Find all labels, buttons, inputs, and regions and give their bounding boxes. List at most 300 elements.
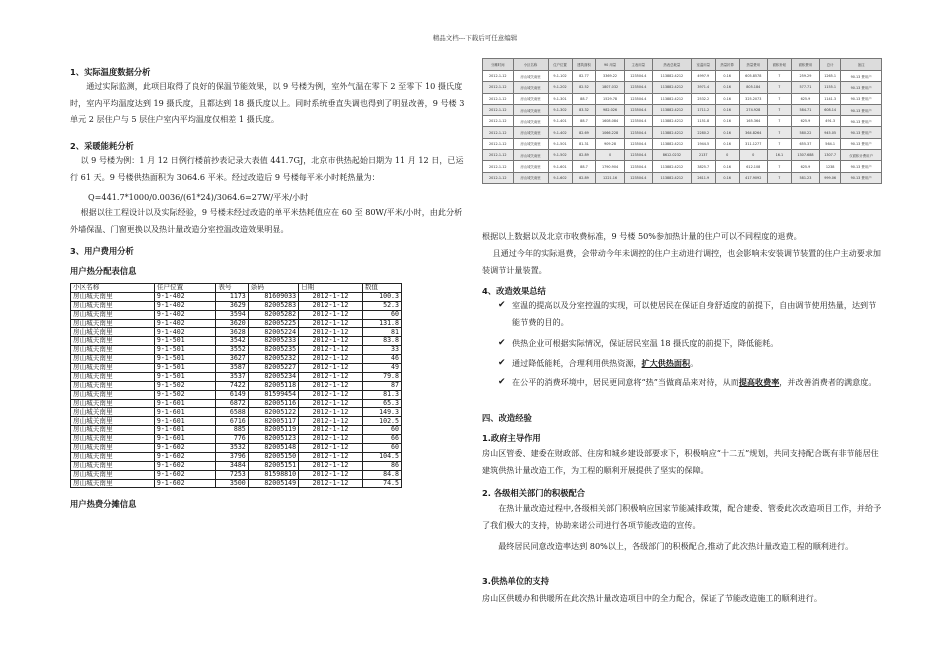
subsection-1-paragraph: 房山区管委、建委在财政部、住房和城乡建设部要求下，积极响应“十二五”规划，共同支持配合既有非节能居住建筑供热计量改造工作，为工程的顺利开展提供了坚实的保障。 — [482, 448, 879, 475]
table-cell: 2012-1-12 — [299, 337, 363, 346]
fee-cell: 81.31 — [572, 138, 596, 149]
fee-header-cell: 面积补贴 — [767, 59, 791, 71]
fee-cell: 仅面积计费用户 — [841, 150, 882, 161]
table-cell: 82005148 — [248, 444, 298, 453]
table-cell: 82005235 — [248, 346, 298, 355]
fee-cell: 9-1-402 — [548, 127, 572, 138]
fee-cell: 房山城关南里 — [513, 138, 548, 149]
fee-cell: 0.16 — [715, 93, 739, 104]
fee-header-cell: 面积费用 — [791, 59, 819, 71]
table-cell: 9-1-602 — [154, 444, 216, 453]
table-cell: 房山城关南里 — [71, 292, 155, 301]
fee-cell: 2137 — [691, 150, 715, 161]
fee-cell: 90.13 费用户 — [841, 104, 882, 115]
table-cell: 2012-1-12 — [299, 461, 363, 470]
table-cell: 84.8 — [362, 470, 401, 479]
table-cell: 82005116 — [248, 399, 298, 408]
table-cell: 81599454 — [248, 390, 298, 399]
fee-header-cell: 建筑面积 — [572, 59, 596, 71]
fee-cell: 0.16 — [715, 104, 739, 115]
fee-cell: 577.71 — [791, 82, 819, 93]
fee-cell: 1807.032 — [596, 82, 624, 93]
fee-cell: 房山城关南里 — [513, 116, 548, 127]
table-2-title: 用户热费分摊信息 — [70, 499, 137, 509]
table-cell: 82005150 — [248, 452, 298, 461]
table-cell: 房山城关南里 — [71, 381, 155, 390]
fee-cell: 房山城关南里 — [513, 172, 548, 183]
section-1-title: 1、实际温度数据分析 — [70, 67, 151, 77]
fee-cell: 1790.904 — [596, 161, 624, 172]
table-cell: 9-1-601 — [154, 408, 216, 417]
fee-table-row — [483, 150, 882, 161]
table-cell: 2012-1-12 — [299, 319, 363, 328]
table-cell: 60 — [362, 444, 401, 453]
fee-cell: 82.69 — [572, 127, 596, 138]
fee-cell: 83.32 — [572, 104, 596, 115]
fee-cell: 9-1-601 — [548, 161, 572, 172]
fee-cell: 123504.4 — [624, 150, 652, 161]
fee-cell: 9-1-501 — [548, 138, 572, 149]
fee-cell: 625.9 — [791, 161, 819, 172]
header-location: 住户位置 — [154, 284, 216, 293]
fee-header-cell: 90 用量 — [596, 59, 624, 71]
table-cell: 82005234 — [248, 372, 298, 381]
table-cell: 6872 — [216, 399, 248, 408]
fee-cell: 113882.4212 — [652, 93, 691, 104]
subsection-3-title: 3.供热单位的支持 — [482, 576, 550, 586]
fee-cell: 90.13 费用户 — [841, 71, 882, 82]
fee-cell: 113882.4212 — [652, 104, 691, 115]
fee-cell: 0.16 — [715, 161, 739, 172]
fee-cell: 1151.8 — [691, 116, 715, 127]
table-cell: 87 — [362, 381, 401, 390]
table-cell: 房山城关南里 — [71, 301, 155, 310]
fee-table-row — [483, 172, 882, 183]
table-cell: 房山城关南里 — [71, 372, 155, 381]
fee-cell: 房山城关南里 — [513, 82, 548, 93]
table-cell: 9-1-501 — [154, 355, 216, 364]
section-4-title: 4、改造效果总结 — [482, 286, 546, 296]
fee-cell: 909.28 — [596, 138, 624, 149]
table-cell: 6716 — [216, 417, 248, 426]
table-cell: 2012-1-12 — [299, 444, 363, 453]
fee-cell: 90.13 费用户 — [841, 82, 882, 93]
table-cell: 3629 — [216, 301, 248, 310]
table-cell: 2012-1-12 — [299, 346, 363, 355]
table-cell: 74.5 — [362, 479, 401, 488]
fee-cell: 2280.2 — [691, 127, 715, 138]
fee-cell: 82.89 — [572, 150, 596, 161]
table-cell: 房山城关南里 — [71, 355, 155, 364]
fee-cell: 2012-1-12 — [483, 93, 514, 104]
right-paragraph-1: 根据以上数据以及北京市收费标准，9 号楼 50%参加热计量的住户可以不同程度的退费。 — [482, 231, 802, 241]
fee-cell: 房山城关南里 — [513, 104, 548, 115]
fee-header-cell: 热表总耗量 — [652, 59, 691, 71]
fee-header-cell: 小区名称 — [513, 59, 548, 71]
table-cell: 131.8 — [362, 319, 401, 328]
table-cell: 3537 — [216, 372, 248, 381]
fee-cell: 2012-1-12 — [483, 161, 514, 172]
table-cell: 9-1-402 — [154, 301, 216, 310]
fee-cell: 90.13 费用户 — [841, 161, 882, 172]
table-row — [71, 372, 402, 381]
fee-cell: 2012-1-12 — [483, 150, 514, 161]
fee-cell: 123504.4 — [624, 104, 652, 115]
fee-table-row — [483, 71, 882, 82]
table-cell: 3587 — [216, 364, 248, 373]
table-cell: 房山城关南里 — [71, 426, 155, 435]
fee-cell: 9-1-502 — [548, 150, 572, 161]
table-cell: 9-1-502 — [154, 381, 216, 390]
table-cell: 82005118 — [248, 381, 298, 390]
table-cell: 7253 — [216, 470, 248, 479]
table-cell: 房山城关南里 — [71, 390, 155, 399]
table-cell: 33 — [362, 346, 401, 355]
fee-cell: 113882.4212 — [652, 116, 691, 127]
fee-cell: 8612.0232 — [652, 150, 691, 161]
fee-cell: 9-1-302 — [548, 104, 572, 115]
fee-cell: 9-1-102 — [548, 71, 572, 82]
fee-cell: 9-1-401 — [548, 116, 572, 127]
fee-cell: 1608.084 — [596, 116, 624, 127]
table-cell: 81.3 — [362, 390, 401, 399]
table-cell: 9-1-402 — [154, 328, 216, 337]
table-row — [71, 319, 402, 328]
table-cell: 86 — [362, 461, 401, 470]
table-cell: 776 — [216, 435, 248, 444]
table-cell: 3500 — [216, 479, 248, 488]
table-cell: 9-1-501 — [154, 346, 216, 355]
table-cell: 2012-1-12 — [299, 301, 363, 310]
table-cell: 60 — [362, 310, 401, 319]
subsection-1-title: 1.政府主导作用 — [482, 433, 541, 443]
table-cell: 149.3 — [362, 408, 401, 417]
fee-cell: 2611.9 — [691, 172, 715, 183]
subsection-2-paragraph-2: 最终居民同意改造率达到 80%以上，各级部门的积极配合,推动了此次热计量改造工程的顺利进行。 — [498, 541, 854, 551]
table-cell: 82005225 — [248, 319, 298, 328]
heat-allocation-table — [70, 283, 402, 488]
table-cell: 9-1-402 — [154, 310, 216, 319]
fee-cell: 16.1 — [767, 150, 791, 161]
fee-cell: 113882.4212 — [652, 82, 691, 93]
table-cell: 房山城关南里 — [71, 435, 155, 444]
table-cell: 9-1-601 — [154, 426, 216, 435]
table-cell: 3628 — [216, 328, 248, 337]
fee-cell: 1265.1 — [820, 71, 841, 82]
table-cell: 房山城关南里 — [71, 319, 155, 328]
table-cell: 65.3 — [362, 399, 401, 408]
table-cell: 2012-1-12 — [299, 292, 363, 301]
table-cell: 2012-1-12 — [299, 408, 363, 417]
table-row — [71, 310, 402, 319]
table-cell: 2012-1-12 — [299, 479, 363, 488]
fee-cell: 2012-1-12 — [483, 82, 514, 93]
table-cell: 66 — [362, 435, 401, 444]
fee-table-header — [483, 59, 882, 71]
table-cell: 102.5 — [362, 417, 401, 426]
fee-cell: 房山城关南里 — [513, 93, 548, 104]
fee-cell: 7 — [767, 116, 791, 127]
table-cell: 6149 — [216, 390, 248, 399]
fee-cell: 2012-1-12 — [483, 172, 514, 183]
table-cell: 房山城关南里 — [71, 461, 155, 470]
fee-cell: 7 — [767, 172, 791, 183]
fee-table-row — [483, 82, 882, 93]
table-cell: 3796 — [216, 452, 248, 461]
fee-cell: 90.13 费用户 — [841, 93, 882, 104]
fee-cell: 房山城关南里 — [513, 150, 548, 161]
subsection-3-paragraph: 房山区供暖办和供暖所在此次热计量改造项目中的全力配合，保证了节能改造施工的顺利进行。 — [482, 593, 822, 603]
table-cell: 房山城关南里 — [71, 328, 155, 337]
bullet-4: 在公平的消费环境中，居民更同意将“热”当做商品来对待，从而提高收费率，并改善消费者的满意度。 — [512, 377, 877, 387]
fee-table-row — [483, 161, 882, 172]
table-cell: 2012-1-12 — [299, 417, 363, 426]
table-cell: 6588 — [216, 408, 248, 417]
table-cell: 9-1-601 — [154, 399, 216, 408]
fee-header-cell: 室温用量 — [691, 59, 715, 71]
header-date: 日期 — [299, 284, 363, 293]
table-cell: 1173 — [216, 292, 248, 301]
fee-cell: 945.05 — [820, 127, 841, 138]
fee-cell: 123504.4 — [624, 116, 652, 127]
table-cell: 104.5 — [362, 452, 401, 461]
table-cell: 9-1-602 — [154, 452, 216, 461]
fee-cell: 90.13 费用户 — [841, 172, 882, 183]
fee-cell: 82.52 — [572, 82, 596, 93]
fee-cell: 491.3 — [820, 116, 841, 127]
table-cell: 82005151 — [248, 461, 298, 470]
table-cell: 83.8 — [362, 337, 401, 346]
fee-cell: 1141.3 — [820, 93, 841, 104]
section-2-paragraph-2: 根据以往工程设计以及实际经验，9 号楼未经过改造的单平米热耗值应在 60 至 80W/平米/小时，由此分析外墙保温、门窗更换以及热计量改造分室控温改造效果明显。 — [70, 207, 463, 234]
table-row — [71, 292, 402, 301]
table-cell: 3484 — [216, 461, 248, 470]
header-barcode: 条码 — [248, 284, 298, 293]
fee-cell: 82.89 — [572, 172, 596, 183]
fee-cell: 417.9092 — [739, 172, 767, 183]
fee-cell: 2532.2 — [691, 93, 715, 104]
table-cell: 82005283 — [248, 301, 298, 310]
table-title: 用户热分配表信息 — [70, 266, 137, 276]
fee-cell: 165.364 — [739, 116, 767, 127]
table-cell: 46 — [362, 355, 401, 364]
section-2-title: 2、采暖能耗分析 — [70, 141, 134, 151]
table-cell: 2012-1-12 — [299, 426, 363, 435]
table-cell: 3594 — [216, 310, 248, 319]
fee-cell: 608.14 — [820, 104, 841, 115]
fee-cell: 113882.4212 — [652, 71, 691, 82]
table-row — [71, 461, 402, 470]
table-cell: 房山城关南里 — [71, 310, 155, 319]
fee-cell: 9-1-602 — [548, 172, 572, 183]
fee-table-row — [483, 127, 882, 138]
table-cell: 52.3 — [362, 301, 401, 310]
fee-table-row — [483, 104, 882, 115]
table-cell: 2012-1-12 — [299, 470, 363, 479]
fee-cell: 1155.1 — [820, 82, 841, 93]
table-cell: 82005233 — [248, 337, 298, 346]
fee-cell: 房山城关南里 — [513, 71, 548, 82]
subsection-2-title: 2. 各级相关部门的积极配合 — [482, 488, 586, 498]
fee-cell: 88.7 — [572, 93, 596, 104]
fee-cell: 0.16 — [715, 127, 739, 138]
fee-cell: 581.23 — [791, 172, 819, 183]
table-cell: 房山城关南里 — [71, 337, 155, 346]
fee-header-cell: 总计 — [820, 59, 841, 71]
fee-cell: 564.1 — [820, 138, 841, 149]
fee-cell: 612.108 — [739, 161, 767, 172]
table-cell: 9-1-601 — [154, 417, 216, 426]
fee-cell: 0 — [715, 150, 739, 161]
fee-cell: 274.928 — [739, 104, 767, 115]
table-row — [71, 408, 402, 417]
fee-cell: 82.77 — [572, 71, 596, 82]
fee-cell: 0.16 — [715, 172, 739, 183]
table-row — [71, 479, 402, 488]
bullet-2: 供热企业可根据实际情况，保证居民室温 18 摄氏度的前提下，降低能耗。 — [512, 338, 779, 348]
fee-cell: 123504.4 — [624, 172, 652, 183]
fee-cell: 0 — [596, 150, 624, 161]
table-row — [71, 390, 402, 399]
table-row — [71, 301, 402, 310]
table-row — [71, 381, 402, 390]
table-cell: 2012-1-12 — [299, 355, 363, 364]
table-cell: 82005227 — [248, 364, 298, 373]
bullet-3: 通过降低能耗，合理利用供热资源，扩大供热面积。 — [512, 358, 699, 368]
fee-header-cell: 热量费用 — [739, 59, 767, 71]
fee-cell: 7 — [767, 71, 791, 82]
fee-cell: 625.9 — [791, 93, 819, 104]
fee-cell: 2012-1-12 — [483, 127, 514, 138]
fee-cell: 982.026 — [596, 104, 624, 115]
table-cell: 82005117 — [248, 417, 298, 426]
table-cell: 49 — [362, 364, 401, 373]
fee-cell: 113882.4212 — [652, 127, 691, 138]
fee-cell: 605.8578 — [739, 71, 767, 82]
table-cell: 9-1-502 — [154, 390, 216, 399]
fee-cell: 7 — [767, 93, 791, 104]
fee-cell: 364.8264 — [739, 127, 767, 138]
table-cell: 2012-1-12 — [299, 435, 363, 444]
table-cell: 82005282 — [248, 310, 298, 319]
fee-cell: 1944.5 — [691, 138, 715, 149]
fee-header-cell: 热量折算 — [715, 59, 739, 71]
table-cell: 2012-1-12 — [299, 310, 363, 319]
fee-cell: 7 — [767, 82, 791, 93]
table-cell: 房山城关南里 — [71, 346, 155, 355]
table-cell: 82005123 — [248, 435, 298, 444]
header-meter: 表号 — [216, 284, 248, 293]
table-cell: 2012-1-12 — [299, 399, 363, 408]
section-2-paragraph: 以 9 号楼为例：1 月 12 日例行楼前抄表记录大表值 441.7GJ，北京市供热起始日期为 11 月 12 日，已运行 61 天。9 号楼供热面积为 3064.6 平米。经过改造后 9 号楼每平米小时耗热量为： — [70, 155, 464, 182]
table-cell: 2012-1-12 — [299, 452, 363, 461]
fee-cell: 584.71 — [791, 104, 819, 115]
table-cell: 9-1-501 — [154, 364, 216, 373]
fee-cell: 1221.16 — [596, 172, 624, 183]
fee-cell: 7 — [767, 127, 791, 138]
table-cell: 82005119 — [248, 426, 298, 435]
table-cell: 房山城关南里 — [71, 364, 155, 373]
table-cell: 9-1-501 — [154, 372, 216, 381]
fee-cell: 805.184 — [739, 82, 767, 93]
fee-cell: 0.16 — [715, 116, 739, 127]
table-cell: 9-1-602 — [154, 461, 216, 470]
fee-cell: 0.16 — [715, 82, 739, 93]
table-cell: 房山城关南里 — [71, 399, 155, 408]
fee-cell: 123504.4 — [624, 71, 652, 82]
table-cell: 100.3 — [362, 292, 401, 301]
fee-cell: 1238 — [820, 161, 841, 172]
fee-cell: 1307.7 — [820, 150, 841, 161]
fee-cell: 7 — [767, 104, 791, 115]
fee-cell: 123504.4 — [624, 93, 652, 104]
fee-cell: 9-1-301 — [548, 93, 572, 104]
header-value: 数值 — [362, 284, 401, 293]
fee-cell: 655.37 — [791, 138, 819, 149]
table-cell: 81 — [362, 328, 401, 337]
table-cell: 9-1-501 — [154, 337, 216, 346]
fee-cell: 90.13 费用户 — [841, 138, 882, 149]
right-paragraph-2: 且通过今年的实际退费，会带动今年未调控的住户主动进行调控，也会影响未安装调节装置的住户主动要求加装调节计量装置。 — [482, 248, 882, 275]
fee-cell: 2012-1-12 — [483, 116, 514, 127]
fee-cell: 0.16 — [715, 138, 739, 149]
table-cell: 3627 — [216, 355, 248, 364]
fee-cell: 90.13 费用户 — [841, 116, 882, 127]
table-cell: 82005224 — [248, 328, 298, 337]
scanned-fee-table — [482, 58, 882, 226]
table-row — [71, 452, 402, 461]
check-icon: ✔ — [498, 338, 506, 348]
fee-cell: 3971.4 — [691, 82, 715, 93]
table-cell: 3552 — [216, 346, 248, 355]
section-1-paragraph: 通过实际监测，此项目取得了良好的保温节能效果，以 9 号楼为例，室外气温在零下 2 至零下 10 摄氏度时，室内平均温度达到 19 摄氏度，且都达到 18 摄氏度以上。同时系统垂直失调也得到了明显改善，9 号楼 3 单元 2 层住户与 5 层住户室内平均温度仅相差 1 摄氏度。 — [70, 81, 465, 124]
table-cell: 9-1-402 — [154, 292, 216, 301]
fee-cell: 88.7 — [572, 161, 596, 172]
table-cell: 3532 — [216, 444, 248, 453]
formula: Q=441.7*1000/0.0036/(61*24)/3064.6=27W/平米/小时 — [88, 192, 309, 202]
check-icon: ✔ — [498, 358, 506, 368]
fee-cell: 123504.4 — [624, 161, 652, 172]
fee-cell: 625.9 — [791, 116, 819, 127]
fee-header-cell: 备注 — [841, 59, 882, 71]
table-row — [71, 470, 402, 479]
fee-cell: 0 — [739, 150, 767, 161]
check-icon: ✔ — [498, 300, 506, 310]
table-cell: 79.8 — [362, 372, 401, 381]
fee-cell: 311.1277 — [739, 138, 767, 149]
section-3-title: 3、用户费用分析 — [70, 246, 134, 256]
table-cell: 2012-1-12 — [299, 328, 363, 337]
fee-table-row — [483, 116, 882, 127]
table-cell: 2012-1-12 — [299, 364, 363, 373]
fee-cell: 0.16 — [715, 71, 739, 82]
fee-cell: 3825.7 — [691, 161, 715, 172]
table-cell: 房山城关南里 — [71, 408, 155, 417]
fee-cell: 580.22 — [791, 127, 819, 138]
table-cell: 3620 — [216, 319, 248, 328]
table-cell: 82005232 — [248, 355, 298, 364]
table-cell: 885 — [216, 426, 248, 435]
fee-cell: 9-1-202 — [548, 82, 572, 93]
table-cell: 2012-1-12 — [299, 390, 363, 399]
table-cell: 房山城关南里 — [71, 470, 155, 479]
fee-cell: 113882.4212 — [652, 161, 691, 172]
table-cell: 2012-1-12 — [299, 381, 363, 390]
table-cell: 房山城关南里 — [71, 444, 155, 453]
page-header: 精品文档---下载后可任意编辑 — [432, 34, 518, 42]
fee-cell: 4997.9 — [691, 71, 715, 82]
fee-cell: 113882.4212 — [652, 138, 691, 149]
